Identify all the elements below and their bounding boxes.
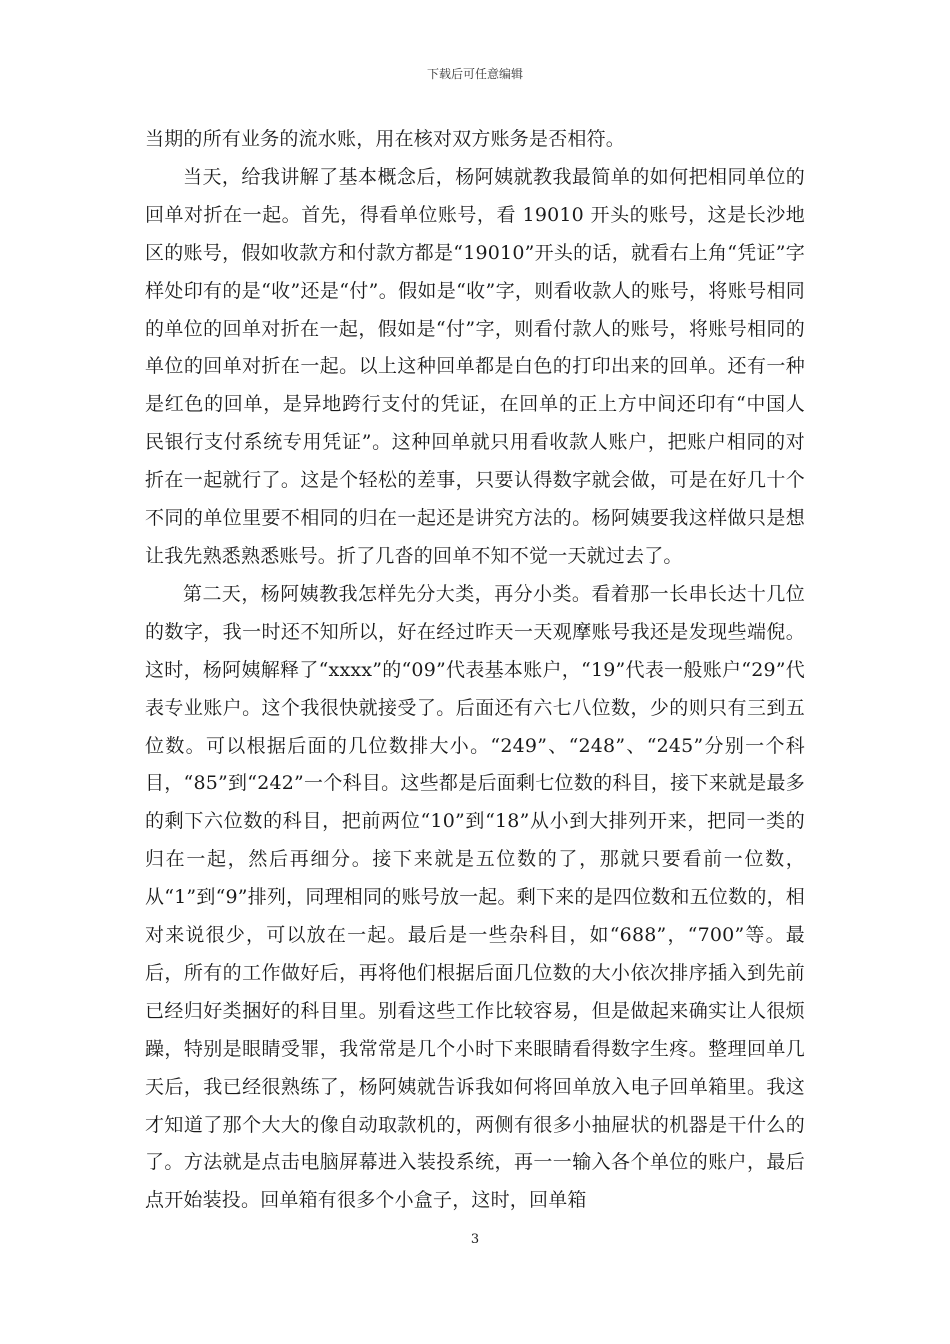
paragraph: 当天，给我讲解了基本概念后，杨阿姨就教我最简单的如何把相同单位的回单对折在一起。首先，得看单位账号，看 19010 开头的账号，这是长沙地区的账号，假如收款方和付款方都是“19010”开头的话，就看右上角“凭证”字样处印有的是“收”还是“付”。假如是“收”字，则看收款人的账号，将账号相同的单位的回单对折在一起，假如是“付”字，则看付款人的账号，将账号相同的单位的回单对折在一起。以上这种回单都是白色的打印出来的回单。还有一种是红色的回单，是异地跨行支付的凭证，在回单的正上方中间还印有“中国人民银行支付系统专用凭证”。这种回单就只用看收款人账户，把账户相同的对折在一起就行了。这是个轻松的差事，只要认得数字就会做，可是在好几十个不同的单位里要不相同的归在一起还是讲究方法的。杨阿姨要我这样做只是想让我先熟悉熟悉账号。折了几沓的回单不知不觉一天就过去了。 <box>145 165 805 567</box>
page-number: 3 <box>470 1232 480 1247</box>
page-header: 下载后可任意编辑 <box>426 67 523 81</box>
document-body <box>145 121 805 1220</box>
paragraph: 第二天，杨阿姨教我怎样先分大类，再分小类。看着那一长串长达十几位的数字，我一时还不知所以，好在经过昨天一天观摩账号我还是发现些端倪。这时，杨阿姨解释了“xxxx”的“09”代表基本账户，“19”代表一般账户“29”代表专业账户。这个我很快就接受了。后面还有六七八位数，少的则只有三到五位数。可以根据后面的几位数排大小。“249”、“248”、“245”分别一个科目，“85”到“242”一个科目。这些都是后面剩七位数的科目，接下来就是最多的剩下六位数的科目，把前两位“10”到“18”从小到大排列开来，把同一类的归在一起，然后再细分。接下来就是五位数的了，那就只要看前一位数，从“1”到“9”排列，同理相同的账号放一起。剩下来的是四位数和五位数的，相对来说很少，可以放在一起。最后是一些杂科目，如“688”，“700”等。最后，所有的工作做好后，再将他们根据后面几位数的大小依次排序插入到先前已经归好类捆好的科目里。别看这些工作比较容易，但是做起来确实让人很烦躁，特别是眼睛受罪，我常常是几个小时下来眼睛看得数字生疼。整理回单几天后，我已经很熟练了，杨阿姨就告诉我如何将回单放入电子回单箱里。我这才知道了那个大大的像自动取款机的，两侧有很多小抽屉状的机器是干什么的了。方法就是点击电脑屏幕进入装投系统，再一一输入各个单位的账户，最后点开始装投。回单箱有很多个小盒子，这时，回单箱 <box>145 582 805 1212</box>
paragraph-continuation: 当期的所有业务的流水账，用在核对双方账务是否相符。 <box>145 128 626 150</box>
